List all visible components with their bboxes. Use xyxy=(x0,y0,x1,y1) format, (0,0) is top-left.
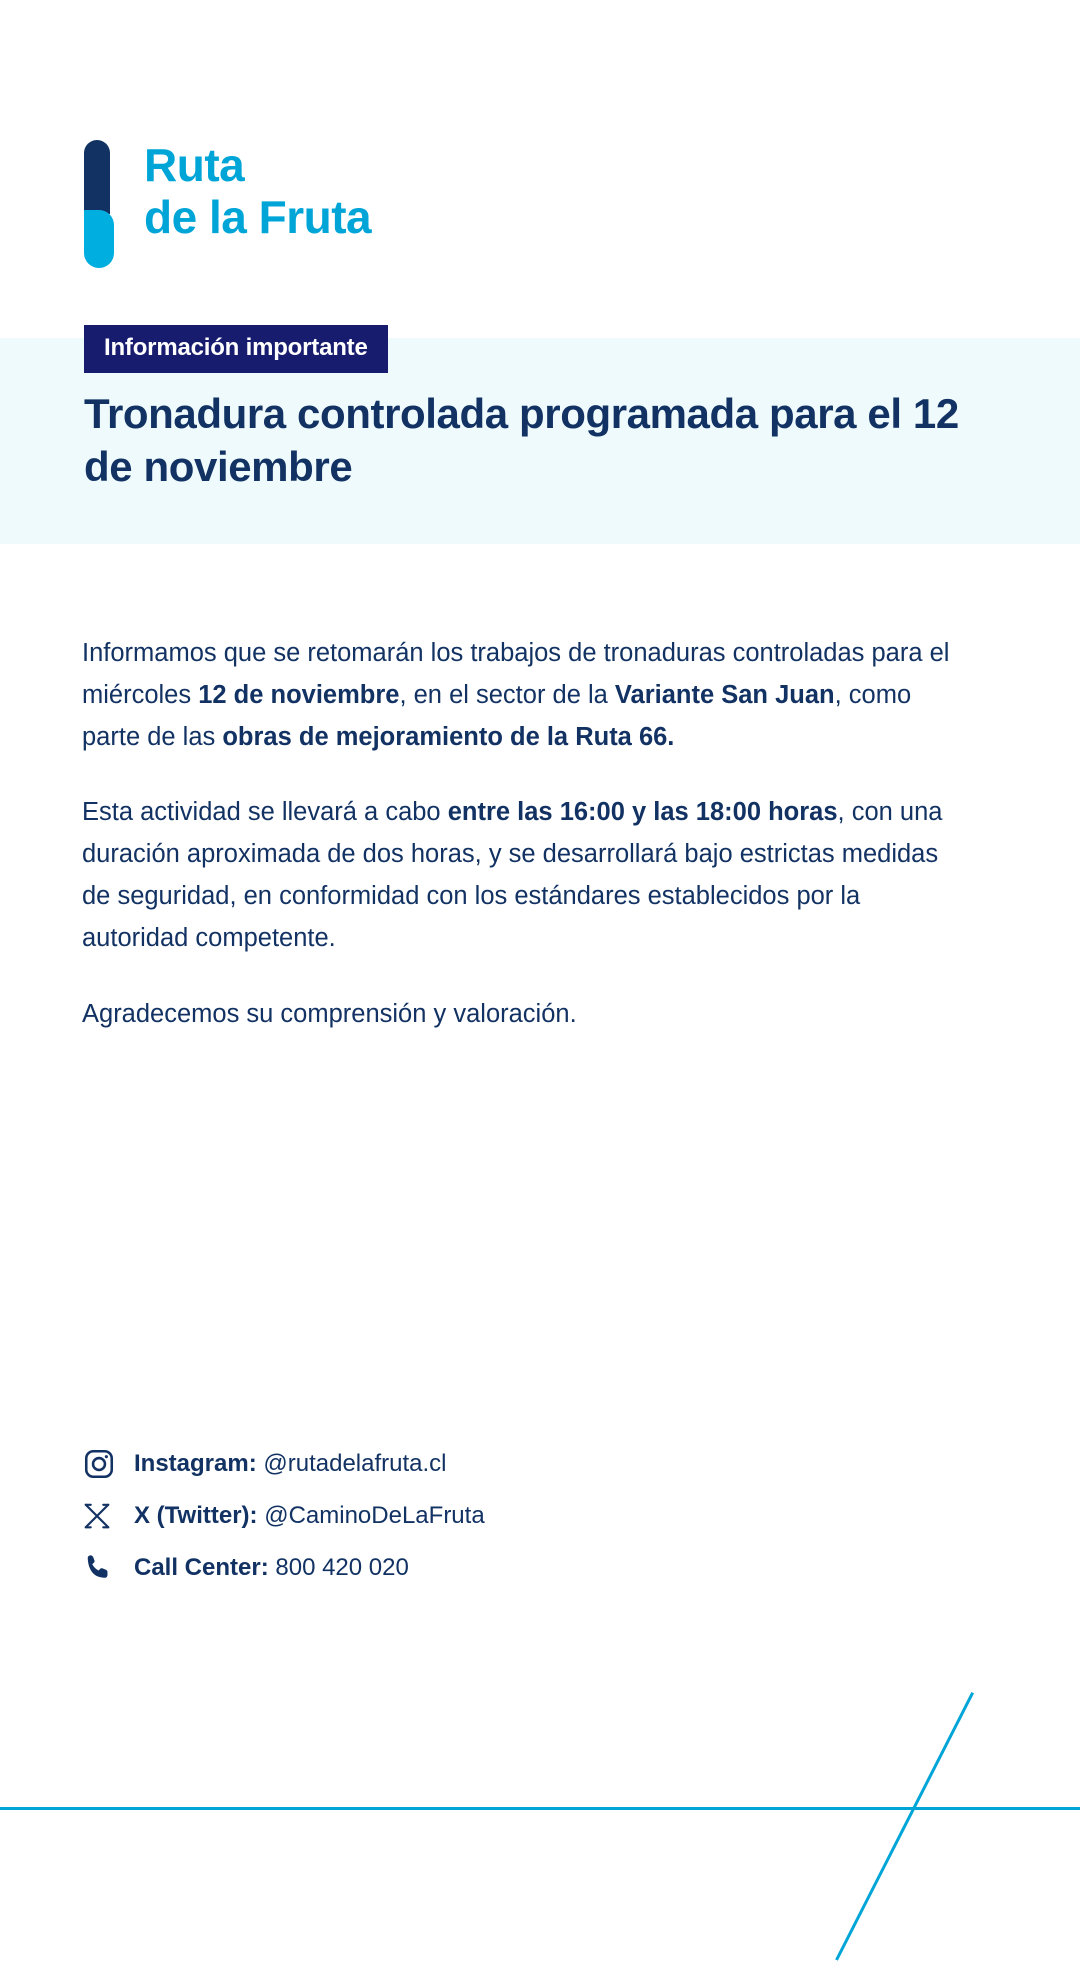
status-badge: Información importante xyxy=(84,325,388,373)
p1-text-3: , como parte de las xyxy=(82,680,912,751)
decorative-horizontal-line xyxy=(0,1807,1080,1810)
paragraph-2 xyxy=(82,792,972,959)
p2-text-1: Esta actividad se llevará a cabo xyxy=(82,798,448,827)
contact-label-twitter: X (Twitter): xyxy=(134,1501,258,1529)
p1-text-2: , en el sector de la xyxy=(399,680,615,709)
contact-text-twitter xyxy=(134,1502,485,1531)
paragraph-3: Agradecemos su comprensión y valoración. xyxy=(82,999,577,1028)
contact-text-callcenter xyxy=(134,1554,409,1583)
p1-bold-1: 12 de noviembre xyxy=(198,680,400,709)
contact-value-twitter: @CaminoDeLaFruta xyxy=(264,1501,485,1529)
contact-label-instagram: Instagram: xyxy=(134,1449,257,1477)
p1-text-1: Informamos que se retomarán los trabajos de tronaduras controladas para el miércoles xyxy=(82,639,950,709)
logo-line-1: Ruta xyxy=(144,139,245,191)
contact-label-callcenter: Call Center: xyxy=(134,1553,269,1581)
page-title: Tronadura controlada programada para el 12 de noviembre xyxy=(84,390,959,490)
logo-wordmark xyxy=(144,140,371,243)
contact-row-twitter[interactable] xyxy=(82,1490,942,1542)
contact-list xyxy=(82,1438,942,1594)
contact-value-instagram: @rutadelafruta.cl xyxy=(263,1449,447,1477)
instagram-icon xyxy=(82,1447,134,1481)
p1-bold-2: Variante San Juan xyxy=(614,680,835,709)
x-twitter-icon xyxy=(82,1501,134,1531)
contact-row-callcenter[interactable] xyxy=(82,1542,942,1594)
brand-logo xyxy=(84,140,371,270)
p1-bold-3: obras de mejoramiento de la Ruta 66. xyxy=(222,722,675,751)
p2-bold-1: entre las 16:00 y las 18:00 horas xyxy=(447,798,838,827)
paragraph-1 xyxy=(82,633,972,758)
p2-text-2: , con una duración aproximada de dos horas, y se desarrollará bajo estrictas medidas de seguridad, en conformidad con los estándares establecidos por la autoridad competente. xyxy=(82,798,943,952)
contact-text-instagram xyxy=(134,1450,447,1479)
body-copy xyxy=(82,633,972,1036)
logo-mark-icon xyxy=(84,140,122,270)
contact-row-instagram[interactable] xyxy=(82,1438,942,1490)
logo-line-2: de la Fruta xyxy=(144,190,372,243)
contact-value-callcenter: 800 420 020 xyxy=(275,1553,409,1581)
phone-icon xyxy=(82,1552,134,1584)
decorative-diagonal-line xyxy=(835,1692,974,1961)
